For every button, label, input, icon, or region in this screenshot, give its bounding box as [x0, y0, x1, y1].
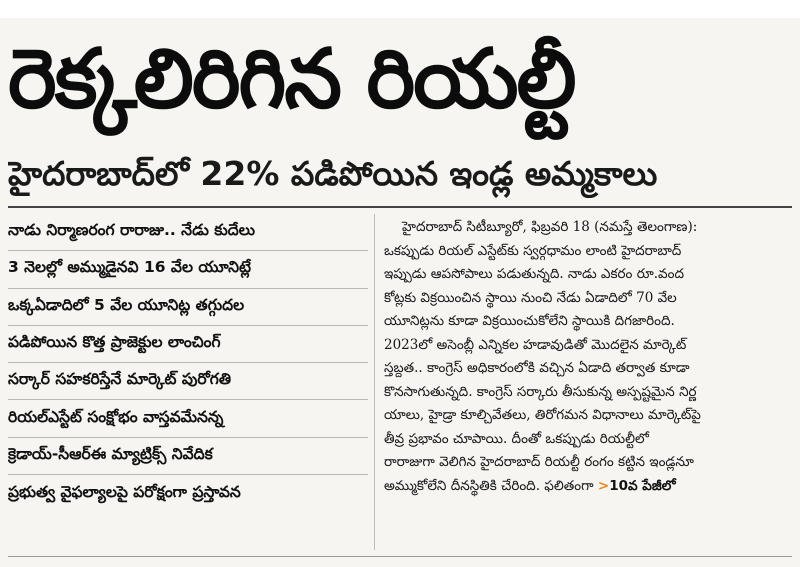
body-line: యాలు, హైడ్రా కూల్చివేతలు, తిరోగమన విధానాలు మార్కెట్‌పై [384, 407, 701, 423]
highlight-item: 3 నెలల్లో అమ్ముడైనవి 16 వేల యూనిట్లే [8, 251, 368, 288]
highlight-item: ఒక్కఏడాదిలో 5 వేల యూనిట్ల తగ్గుదల [8, 289, 368, 326]
highlight-item: క్రెడాయ్-సీఆర్ఈ మ్యాట్రిక్స్ నివేదిక [8, 438, 368, 475]
bottom-rule [8, 556, 792, 557]
divider-rule [8, 206, 792, 208]
highlight-item: సర్కార్ సహకరిస్తేనే మార్కెట్ పురోగతి [8, 363, 368, 400]
highlight-item: నాడు నిర్మాణరంగ రారాజు.. నేడు కుదేలు [8, 214, 368, 251]
continuation-link[interactable]: 10వ పేజీలో [609, 477, 676, 494]
body-line: కొనసాగుతున్నది. కాంగ్రెస్ సర్కారు తీసుకున్న అస్పష్టమైన నిర్ణ [384, 383, 697, 400]
body-line: కోట్లకు విక్రయించిన స్థాయి నుంచి నేడు ఏడాదిలో 70 వేల [384, 289, 677, 306]
column-divider [374, 214, 375, 550]
article-body [384, 216, 792, 550]
body-line-text: అమ్ముకోలేని దీనస్థితికి చేరింది. ఫలితంగా [384, 477, 594, 494]
highlight-item: పడిపోయిన కొత్త ప్రాజెక్టుల లాంచింగ్ [8, 326, 368, 363]
top-strip [0, 0, 800, 18]
body-line: స్తబ్దత.. కాంగ్రెస్ అధికారంలోకి వచ్చిన ఏడాది తర్వాత కూడా [384, 360, 690, 376]
highlights-list [8, 214, 368, 550]
headline: రెక్కలిరిగిన రియల్టీ [8, 32, 575, 127]
body-line: రారాజుగా వెలిగిన హైదరాబాద్ రియల్టీ రంగం కట్టిన ఇండ్లనూ [384, 454, 694, 470]
highlight-item: రియల్ఎస్టేట్ సంక్షోభం వాస్తవమేనన్న [8, 400, 368, 437]
body-line: ఒకప్పుడు రియల్ ఎస్టేట్‌కు స్వర్గధామం లాంటి హైదరాబాద్ [384, 242, 682, 259]
body-line: యూనిట్లను కూడా విక్రయించుకోలేని స్థాయికి దిగజారింది. [384, 313, 675, 329]
body-line: 2023లో అసెంబ్లీ ఎన్నికల హడావుడితో మొదలైన మార్కెట్ [384, 336, 687, 353]
body-line: తీవ్ర ప్రభావం చూపాయి. దీంతో ఒకప్పుడు రియల్టీలో [384, 430, 649, 447]
body-line: ఇప్పుడు ఆపసోపాలు పడుతున్నది. నాడు ఎకరం రూ.వంద [384, 266, 684, 282]
subheadline: హైదరాబాద్‌లో 22% పడిపోయిన ఇండ్ల అమ్మకాలు [8, 154, 658, 193]
dateline: హైదరాబాద్ సిటీబ్యూరో, ఫిబ్రవరి 18 (నమస్తే తెలంగాణ): [402, 219, 698, 235]
continuation-arrow-icon: > [597, 477, 610, 494]
highlight-item: ప్రభుత్వ వైఫల్యాలపై పరోక్షంగా ప్రస్తావన [8, 482, 241, 501]
body-line-last [384, 475, 792, 499]
